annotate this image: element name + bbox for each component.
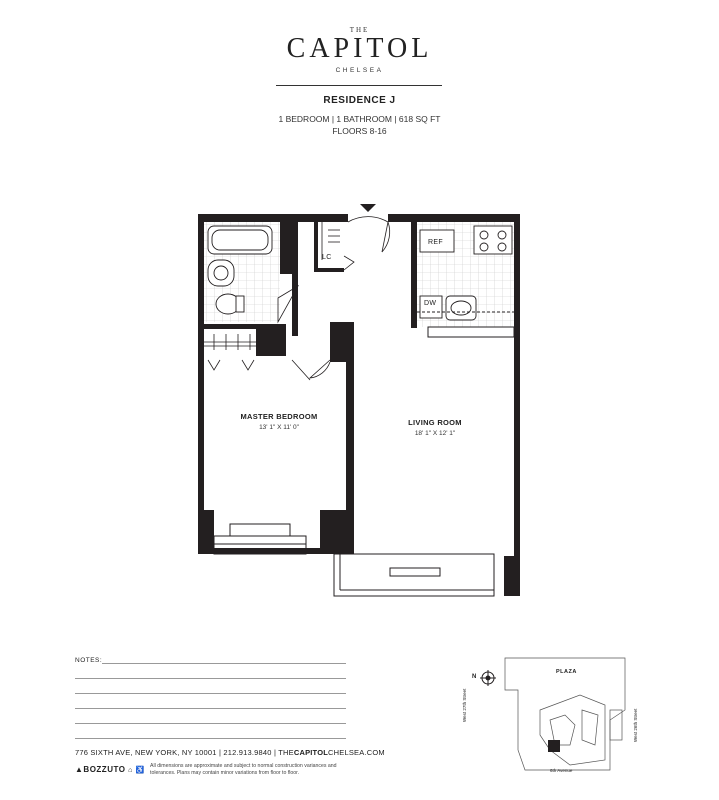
note-line <box>75 738 346 739</box>
unit-marker <box>548 740 560 752</box>
disclaimer: All dimensions are approximate and subject to normal construction variances and tolerances. Plans may contain minor variations from floor to floor. <box>150 763 337 776</box>
note-line <box>75 723 346 724</box>
bozzuto-triangle-icon: ▲ <box>75 765 84 774</box>
floor-plan <box>190 200 530 610</box>
residence-title: RESIDENCE J <box>323 95 396 106</box>
ref-label: REF <box>428 239 443 246</box>
bozzuto-logo <box>75 765 145 774</box>
residence-info <box>0 113 719 137</box>
keyplan-plaza: PLAZA <box>556 669 577 675</box>
logo-subtitle: CHELSEA <box>335 67 384 74</box>
logo-the: THE <box>349 26 370 34</box>
keyplan-north: N <box>472 674 477 680</box>
notes-label: NOTES: <box>75 657 103 664</box>
note-line <box>102 663 346 664</box>
key-plan <box>470 650 640 780</box>
entry-arrow-icon <box>360 204 376 212</box>
keyplan-street-right: West 26th Street <box>633 708 638 742</box>
master-bedroom-label: MASTER BEDROOM <box>240 412 318 421</box>
site-rest: CHELSEA.COM <box>328 748 385 757</box>
note-line <box>75 693 346 694</box>
lc-label: LC <box>322 254 332 261</box>
note-line <box>75 708 346 709</box>
master-bedroom-dims: 13' 1" X 11' 0" <box>259 424 299 431</box>
dw-label: DW <box>424 300 437 307</box>
living-room-label-group <box>380 418 490 437</box>
residence-floors: FLOORS 8-16 <box>332 126 387 136</box>
logo-wordmark: CAPITOL <box>286 33 433 64</box>
equal-housing-icon: ⌂ <box>128 767 133 774</box>
bozzuto-name: BOZZUTO <box>83 765 126 774</box>
accessibility-icon: ♿ <box>135 767 145 774</box>
note-line <box>75 678 346 679</box>
master-bedroom-label-group <box>214 412 344 431</box>
residence-details: 1 BEDROOM | 1 BATHROOM | 618 SQ FT <box>278 114 441 124</box>
keyplan-avenue: 6th Avenue <box>550 768 573 773</box>
living-room-label: LIVING ROOM <box>408 418 462 427</box>
living-room-dims: 18' 1" X 12' 1" <box>414 430 456 437</box>
keyplan-street-left: West 27th Street <box>462 688 467 722</box>
header-rule <box>276 85 442 86</box>
windows <box>214 327 514 596</box>
address-text: 776 SIXTH AVE, NEW YORK, NY 10001 | 212.913.9840 | THE <box>75 748 294 757</box>
site-bold: CAPITOL <box>293 748 329 757</box>
footer-address <box>75 748 385 757</box>
